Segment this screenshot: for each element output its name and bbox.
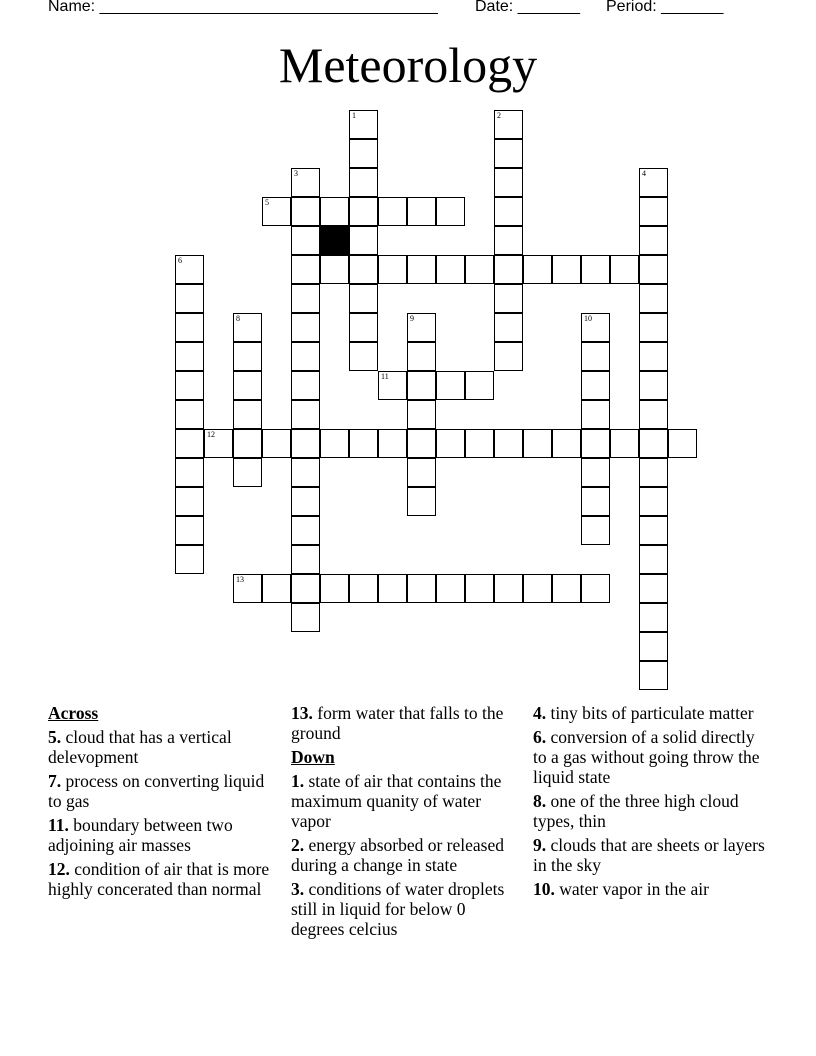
grid-cell[interactable] [494,342,523,371]
grid-cell[interactable] [639,197,668,226]
clue-number: 13 [236,575,244,584]
grid-cell[interactable] [233,342,262,371]
grid-cell[interactable] [639,255,668,284]
grid-cell[interactable] [465,371,494,400]
grid-cell[interactable] [494,284,523,313]
grid-cell[interactable] [436,371,465,400]
grid-cell[interactable] [552,429,581,458]
grid-cell[interactable] [291,255,320,284]
grid-cell[interactable] [465,255,494,284]
grid-cell[interactable] [639,168,668,197]
grid-cell[interactable] [291,458,320,487]
grid-cell[interactable] [378,197,407,226]
grid-cell[interactable] [407,429,436,458]
grid-cell[interactable] [581,458,610,487]
across-heading: Across [48,703,99,723]
grid-cell[interactable] [639,458,668,487]
grid-cell[interactable] [291,197,320,226]
grid-cell[interactable] [436,574,465,603]
clue-down-10: 10. water vapor in the air [533,879,709,899]
grid-cell[interactable] [233,400,262,429]
clue-across-11: 11. boundary between two adjoining air masses [48,815,233,855]
grid-cell[interactable] [175,400,204,429]
date-field[interactable]: Date: _______ [475,0,580,15]
grid-cell[interactable] [378,429,407,458]
grid-cell[interactable] [494,574,523,603]
clue-number: 2 [497,111,501,120]
clue-across-5: 5. cloud that has a vertical delevopment [48,727,232,767]
grid-cell[interactable] [639,400,668,429]
clue-number: 10 [584,314,592,323]
grid-cell[interactable] [349,574,378,603]
clue-column-2 [291,703,523,943]
grid-cell[interactable] [610,255,639,284]
down-heading: Down [291,747,335,767]
grid-cell[interactable] [349,313,378,342]
clue-number: 6 [178,256,182,265]
grid-cell[interactable] [349,342,378,371]
grid-cell[interactable] [291,429,320,458]
grid-cell[interactable] [668,429,697,458]
grid-cell[interactable] [610,429,639,458]
grid-cell[interactable] [494,139,523,168]
grid-cell[interactable] [291,603,320,632]
clue-down-4: 4. tiny bits of particulate matter [533,703,754,723]
clue-number: 11 [381,372,389,381]
grid-cell[interactable] [494,313,523,342]
grid-cell[interactable] [262,574,291,603]
grid-cell[interactable] [291,168,320,197]
grid-cell[interactable] [581,487,610,516]
grid-cell[interactable] [349,168,378,197]
clue-down-2: 2. energy absorbed or released during a change in state [291,835,504,875]
grid-cell[interactable] [581,516,610,545]
grid-cell[interactable] [465,574,494,603]
grid-cell[interactable] [639,661,668,690]
grid-cell[interactable] [581,429,610,458]
grid-cell[interactable] [581,574,610,603]
grid-cell[interactable] [233,574,262,603]
grid-cell[interactable] [349,197,378,226]
grid-cell[interactable] [320,429,349,458]
grid-cell[interactable] [436,197,465,226]
grid-cell[interactable] [407,487,436,516]
grid-cell[interactable] [378,574,407,603]
grid-cell[interactable] [175,313,204,342]
grid-cell[interactable] [320,574,349,603]
grid-cell[interactable] [639,487,668,516]
clue-number: 8 [236,314,240,323]
grid-cell[interactable] [407,313,436,342]
grid-cell[interactable] [407,458,436,487]
clue-down-6: 6. conversion of a solid directly to a gas without going throw the liquid state [533,727,760,787]
clue-down-3: 3. conditions of water droplets still in liquid for below 0 degrees celcius [291,879,505,939]
grid-cell[interactable] [494,429,523,458]
grid-cell[interactable] [175,371,204,400]
grid-cell[interactable] [291,574,320,603]
grid-cell[interactable] [291,226,320,255]
grid-cell[interactable] [639,516,668,545]
grid-cell[interactable] [175,429,204,458]
name-field[interactable]: Name: ______________________________________ [48,0,438,15]
grid-cell[interactable] [175,342,204,371]
clue-across-7: 7. process on converting liquid to gas [48,771,265,811]
grid-cell[interactable] [552,574,581,603]
clue-column-3 [533,703,768,903]
grid-cell[interactable] [175,516,204,545]
grid-cell[interactable] [494,226,523,255]
grid-cell[interactable] [378,255,407,284]
grid-cell[interactable] [581,342,610,371]
grid-cell[interactable] [407,255,436,284]
grid-cell[interactable] [552,255,581,284]
grid-cell[interactable] [233,371,262,400]
grid-cell[interactable] [639,545,668,574]
grid-cell[interactable] [523,255,552,284]
grid-cell[interactable] [581,371,610,400]
clue-down-1: 1. state of air that contains the maximum quanity of water vapor [291,771,502,831]
grid-cell[interactable] [378,371,407,400]
grid-cell[interactable] [581,255,610,284]
grid-cell[interactable] [494,110,523,139]
clue-number: 1 [352,111,356,120]
grid-cell[interactable] [407,574,436,603]
grid-cell[interactable] [291,400,320,429]
grid-cell[interactable] [494,197,523,226]
clue-column-1 [48,703,273,903]
grid-cell[interactable] [639,284,668,313]
grid-cell[interactable] [175,487,204,516]
grid-cell[interactable] [523,429,552,458]
grid-cell[interactable] [233,458,262,487]
grid-cell[interactable] [639,342,668,371]
grid-cell[interactable] [349,284,378,313]
clue-number: 5 [265,198,269,207]
clue-number: 9 [410,314,414,323]
grid-cell[interactable] [639,371,668,400]
grid-cell[interactable] [175,284,204,313]
grid-cell[interactable] [494,255,523,284]
grid-cell[interactable] [291,545,320,574]
grid-cell[interactable] [204,429,233,458]
grid-cell[interactable] [349,429,378,458]
grid-cell[interactable] [262,197,291,226]
grid-cell[interactable] [175,545,204,574]
grid-cell[interactable] [436,255,465,284]
grid-cell[interactable] [291,284,320,313]
grid-cell[interactable] [233,429,262,458]
grid-cell[interactable] [349,226,378,255]
clue-number: 4 [642,169,646,178]
grid-cell[interactable] [523,574,552,603]
page-title: Meteorology [278,37,538,93]
grid-cell[interactable] [291,487,320,516]
grid-cell[interactable] [349,255,378,284]
clue-across-13: 13. form water that falls to the ground [291,703,504,743]
grid-cell[interactable] [407,197,436,226]
grid-cell[interactable] [581,400,610,429]
clue-number: 12 [207,430,215,439]
grid-cell[interactable] [639,429,668,458]
grid-cell[interactable] [233,313,262,342]
grid-cell[interactable] [465,429,494,458]
grid-cell[interactable] [639,632,668,661]
grid-cell[interactable] [407,371,436,400]
clue-number: 3 [294,169,298,178]
grid-cell[interactable] [291,516,320,545]
grid-cell[interactable] [291,371,320,400]
blocked-cell [320,226,349,255]
grid-cell[interactable] [175,255,204,284]
grid-cell[interactable] [639,226,668,255]
clue-down-8: 8. one of the three high cloud types, thin [533,791,739,831]
grid-cell[interactable] [581,313,610,342]
grid-cell[interactable] [349,139,378,168]
grid-cell[interactable] [320,255,349,284]
grid-cell[interactable] [349,110,378,139]
clue-down-9: 9. clouds that are sheets or layers in the sky [533,835,765,875]
grid-cell[interactable] [320,197,349,226]
grid-cell[interactable] [291,313,320,342]
grid-cell[interactable] [639,603,668,632]
period-field[interactable]: Period: _______ [606,0,724,15]
clue-across-12: 12. condition of air that is more highly concerated than normal [48,859,270,899]
grid-cell[interactable] [407,342,436,371]
grid-cell[interactable] [407,400,436,429]
grid-cell[interactable] [639,313,668,342]
grid-cell[interactable] [175,458,204,487]
grid-cell[interactable] [436,429,465,458]
grid-cell[interactable] [639,574,668,603]
grid-cell[interactable] [262,429,291,458]
grid-cell[interactable] [494,168,523,197]
grid-cell[interactable] [291,342,320,371]
